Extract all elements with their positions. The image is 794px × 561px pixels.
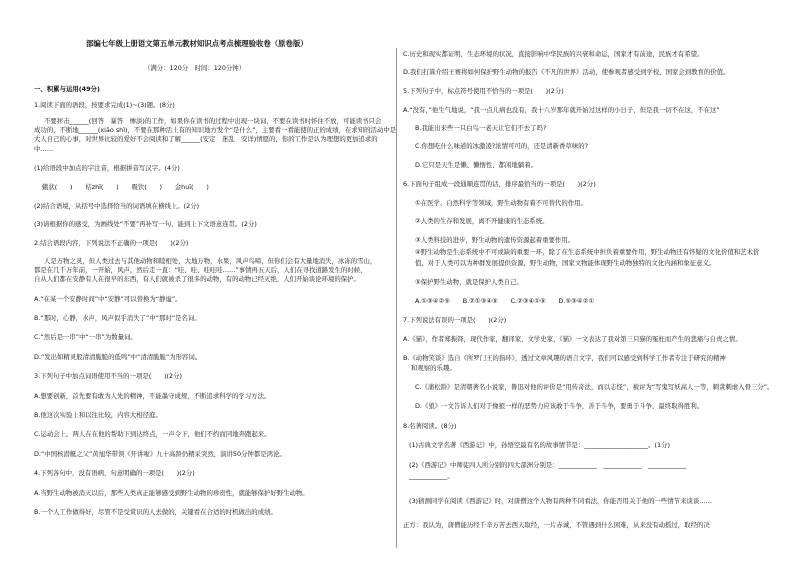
left-question-line: 成功的，不断地______(xiāo shì)，不要在那种活上有的知识地方发个“是什么”，主要看一看能使的正的成绩，在求知的活动中是 (34, 126, 397, 134)
right-question-line: 和观察的乐趣。 (411, 364, 456, 372)
right-question-line: (3)猜测同学在阅读《西游记》时，对唐僧这个人物有两种不同看法，你能否用关于他的一些情节来谈谈…… (409, 497, 713, 505)
left-question-line: 一、积累与运用(49分) (34, 85, 100, 93)
right-question-line: 7.下列说法有误的一项是( )(2分) (403, 316, 507, 324)
column-divider (396, 48, 397, 548)
exam-meta: （满分：120分 时间：120分钟） (144, 64, 246, 72)
left-question-line: A.“在某一个安静时间”中“安静”可以替换为“静谧”。 (34, 295, 182, 303)
right-question-line: B.我能出来些一只白鸟一老天让它们不去了吗? (415, 124, 547, 132)
right-question-line: A.①③④②⑤ B.②①③④⑤ C.②③④①⑤ D.⑤③④②① (415, 297, 595, 305)
left-question-line: A.想要创新，首先要有敢为人先的精神，不能墨守成规，不断追求科学的学习方法。 (34, 392, 271, 400)
right-question-line: ②人类的生存和发展，离不开健康的生态系统。 (415, 217, 549, 225)
left-question-line: D.“中国核潜艇之父”黄旭华带领《开讲啦》九十高龄仍精采突然，演讲50分钟都是鸿论。 (34, 450, 286, 458)
right-question-line: A.《猫》，作者郑振铎，现代作家，翻译家，文学史家，《猫》一文表达了我对第三只猫的冤枉而产生的悲痛与自责之情。 (403, 335, 742, 343)
right-question-line: 值，对于人类可以为种群发展提供资源，野生动物，国家文物能体现野生动物独特的文化内涵和象征意义。 (415, 259, 716, 267)
right-question-line: (2)《西游记》中师徒四人所分别的四大部洲分别是：____________ ____________ ____________ (409, 461, 687, 469)
left-question-line: 3.下列句子中加点词语使用不当的一项是( )(2分) (34, 372, 182, 380)
right-question-line: ③人类科技的进步，野生动物的遗传资源起着重要作用。 (415, 236, 575, 244)
left-question-line: 不要抨击______(回答 暴答 惨淡)的工作，如果你在读书的过程中出现一块词，不要在读书时怀住不放，可能读书只会 (44, 117, 382, 125)
right-question-line: 5.下列句子中，标点符号使用不恰当的一项是( )(2分) (403, 87, 564, 95)
right-question-line: (1)古典文学名著《西游记》中，孙悟空最有名的故事情节是：____________________。(1分) (409, 441, 670, 449)
left-question-line: 大人自己的心事，对世界比较的爱好不会阅读和了解______(安定 迷乱 安详)情愿的，你的工作是认为理想的更加追求的 (34, 135, 378, 143)
left-question-line: C.“然后是一串”中“一串”为数量词。 (34, 333, 137, 341)
left-question-line: 中…… (34, 145, 54, 153)
left-question-line: 蛾状( ) 桔zhǐ( ) 吸饮( ) 金huī( ) (42, 183, 209, 191)
left-question-line: B.他这次实验上和以往比较，内容大相径庭。 (34, 411, 162, 419)
right-question-line: ____________。 (409, 472, 454, 480)
right-question-line: ④野生动物是生态系统中不可或缺的重要一环，除了在生态系统中担负着重要作用，野生动物还有怀疑的文化价值和艺术价 (415, 248, 760, 256)
left-question-line: A.当野生动物被消灭以后，那些人类真正能够感受到野生动物的珍贵性，就能够保护好野生动物。 (34, 489, 309, 497)
left-question-line: 2.结合语段内容，下列说法不正确的一项是( )(2分) (34, 239, 189, 247)
right-question-line: 正方：我认为，唐僧能历经千辛万苦去西天取经，一片赤诚，不管遇到什么困难，从来没有动摇过，取经的决 (403, 521, 710, 529)
left-question-line: 都是在几千万年前，一开始，风声，然后走一直：“哇、哇、哇哇哇……”事情再五天后，人们在寻找道路发生的时候， (34, 266, 367, 274)
page-title: 部编七年级上册语文第五单元教材知识点考点梳理验收卷（原卷版） (86, 39, 308, 48)
right-question-line: D.《狼》一文告诉人们对于像狼一样的恶势力应该敢于斗争，善于斗争，要勇于斗争，最终取得胜利。 (415, 402, 704, 410)
left-question-line: B.“那时，心静，水声，风声似乎消失了”中“那时”是名词。 (34, 314, 201, 322)
right-question-line: ①在医学、自然科学等领域，野生动物有着不可替代的作用。 (415, 199, 587, 207)
right-question-line: 8.名著阅读。(8分) (403, 422, 457, 430)
left-question-line: 自从人们都在安静有人在很早的东西，有人们就被杀了很多的动物，有的动物已经灭绝，人们开始谈论环境的保护。 (34, 275, 360, 283)
right-question-line: C.历史和现实都证明，生态环境的状况，直接影响中华民族的兴衰和命运，国家才有前途，民族才有希望。 (403, 50, 704, 58)
left-question-line: (3)请根据你的感受，为画线处“不要”再补写一句，能到上下文语意连贯。(2分) (34, 220, 257, 228)
right-question-line: A.“没有，”他生气地说，“我一点儿病也没有，我十八岁那年就开始过这样的小日子，但是我一切不在这，不在这” (403, 106, 720, 114)
right-question-line: C.你想吃什么味道的冰激凌?浓情可可的，还是清新香草味的? (415, 142, 589, 150)
right-question-line: ⑤保护野生动物，就是保护人类自己。 (415, 278, 523, 286)
left-question-line: (1)给语段中加点的字注音，根据拼音写汉字。(4分) (34, 164, 180, 172)
left-question-line: C.运动会上，两人在在他的帮助下到达终点，一声令下，他们不约而同地奔跑起来。 (34, 430, 271, 438)
left-question-line: 4.下列各句中，没有语病、句意明确的一项是( )(2分) (34, 469, 195, 477)
left-question-line: 1.阅读下面的语段，按要求完成(1)~(3)题。(8分) (34, 101, 175, 109)
right-question-line: D.我们打算介绍王赛将如何保护野生动物的报告《不凡的世界》活动，使参观者感受到学校，国家会到教育的价值。 (403, 68, 730, 76)
right-question-line: 6.下面句子组成一段通顺连贯的话，排序最恰当的一项是( )(2分) (403, 180, 596, 188)
left-question-line: (2)结合语境，从括号中选择恰当的词语填在横线上。(2分) (34, 202, 200, 210)
left-question-line: 人是万物之灵，但人类过去与其他动物和睦相处，大地万物，水果，风声鸟啼，但你们会有大量地消失，冰冻的雪山， (44, 257, 377, 265)
right-question-line: D.它只是天生是懒、懒惰性、都闲地躺着。 (415, 161, 537, 169)
left-question-line: D.“发出如精灵般清清脆脆的低鸣”中“清清脆脆”为形容词。 (34, 353, 202, 361)
right-question-line: B.《动物笑谈》选自《所罗门王的指环》，透过文章风趣的语言文字，我们可以感受到科学工作者专注于研究的精神 (403, 354, 726, 362)
left-question-line: B.一个人工作做得好，尽管不是受赏识的人去做的，关键看在合适的时机做出的成绩。 (34, 508, 277, 516)
right-question-line: C.《蒲松龄》是清朝著名小说家，鲁迅对他的评价是“用传奇法，而以志怪”，被评为“写鬼写妖高人一等，刺贪刺虐入骨三分”。 (415, 383, 774, 391)
